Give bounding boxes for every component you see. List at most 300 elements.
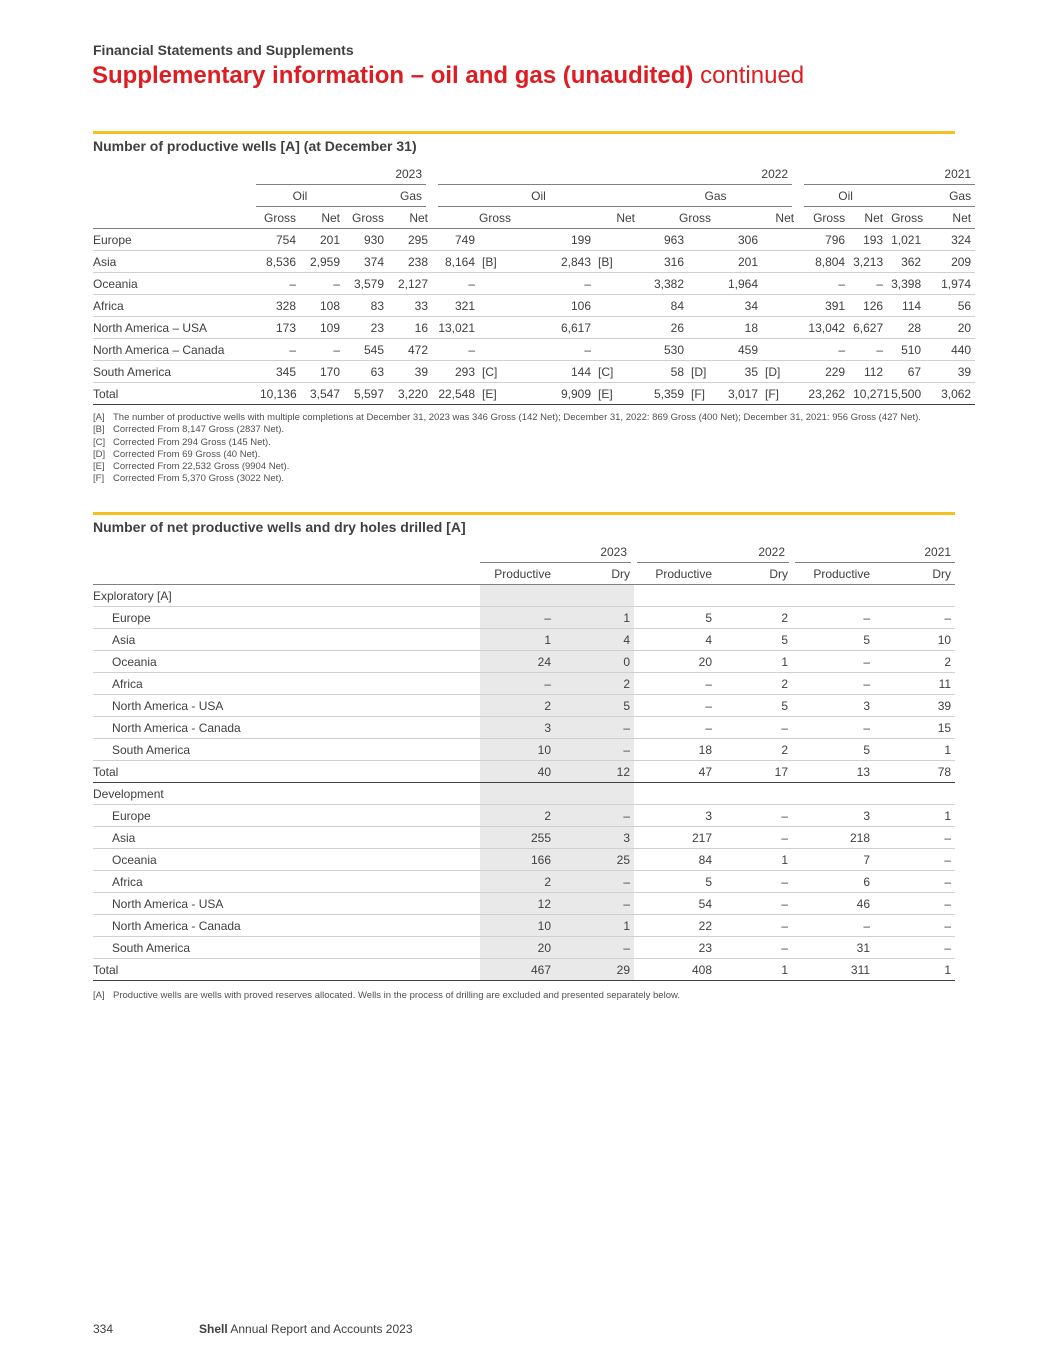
footnote-key: [D] (93, 448, 106, 460)
value-cell: – (432, 273, 479, 295)
row-label: North America – USA (93, 317, 256, 339)
value-cell: 31 (792, 937, 874, 959)
column-header: Net (515, 207, 639, 229)
footnote-ref: [C] (595, 361, 639, 383)
value-cell: 13,021 (432, 317, 479, 339)
row-label: North America - USA (93, 893, 480, 915)
value-cell: 229 (798, 361, 849, 383)
footnote-ref (688, 273, 715, 295)
value-cell: – (256, 273, 300, 295)
group-header: Oil (432, 185, 639, 207)
value-cell: 1 (874, 959, 955, 981)
value-cell: 1 (874, 739, 955, 761)
footnote-ref: [C] (479, 361, 515, 383)
value-cell: 2 (480, 695, 555, 717)
value-cell: 5,500 (887, 383, 925, 405)
value-cell: 209 (925, 251, 975, 273)
value-cell: 754 (256, 229, 300, 251)
value-cell: – (716, 915, 792, 937)
footnote-ref: [F] (762, 383, 798, 405)
group-header: Oil (256, 185, 344, 207)
value-cell: 530 (639, 339, 688, 361)
value-cell: 24 (480, 651, 555, 673)
footnote (93, 437, 933, 449)
value-cell: – (555, 893, 634, 915)
table-row (93, 673, 955, 695)
row-label: Oceania (93, 273, 256, 295)
page-footer (199, 1322, 413, 1336)
table-row (93, 273, 975, 295)
value-cell: 2,843 (515, 251, 595, 273)
value-cell: – (792, 651, 874, 673)
value-cell: 0 (555, 651, 634, 673)
value-cell: 109 (300, 317, 344, 339)
column-header: Net (388, 207, 432, 229)
row-label: Africa (93, 871, 480, 893)
row-label: Asia (93, 251, 256, 273)
value-cell: 362 (887, 251, 925, 273)
row-label: Total (93, 383, 256, 405)
footnote-text: Corrected From 5,370 Gross (3022 Net). (113, 473, 285, 485)
footnote-ref: [D] (688, 361, 715, 383)
table-row (93, 295, 975, 317)
table-total-row (93, 959, 955, 981)
value-cell: 5 (792, 739, 874, 761)
value-cell: – (716, 827, 792, 849)
dry-holes-table (93, 541, 955, 981)
value-cell: 201 (715, 251, 762, 273)
table1-rule (93, 131, 955, 134)
footnote-ref: [D] (762, 361, 798, 383)
value-cell: 374 (344, 251, 388, 273)
group-header: Gas (639, 185, 798, 207)
value-cell: 1 (716, 959, 792, 981)
footnote-ref (762, 295, 798, 317)
value-cell: 26 (639, 317, 688, 339)
value-cell: 5 (716, 695, 792, 717)
value-cell: 324 (925, 229, 975, 251)
column-header: Productive (792, 563, 874, 585)
value-cell: 316 (639, 251, 688, 273)
value-cell: – (555, 739, 634, 761)
value-cell: – (874, 827, 955, 849)
footnote (93, 461, 933, 473)
year-header: 2023 (256, 163, 432, 185)
value-cell: 1,964 (715, 273, 762, 295)
value-cell: 311 (792, 959, 874, 981)
value-cell: – (634, 717, 716, 739)
column-header: Net (925, 207, 975, 229)
column-header: Net (300, 207, 344, 229)
table-row (93, 317, 975, 339)
value-cell: – (480, 673, 555, 695)
value-cell: 3 (555, 827, 634, 849)
table2-col-row (93, 563, 955, 585)
value-cell: – (256, 339, 300, 361)
value-cell: – (792, 717, 874, 739)
page-title (92, 62, 804, 90)
value-cell: 408 (634, 959, 716, 981)
value-cell: 1,974 (925, 273, 975, 295)
table-row (93, 251, 975, 273)
value-cell: 15 (874, 717, 955, 739)
row-label: Total (93, 959, 480, 981)
row-label: South America (93, 361, 256, 383)
value-cell: 12 (555, 761, 634, 783)
value-cell: 1 (716, 651, 792, 673)
footnote-text: Corrected From 294 Gross (145 Net). (113, 436, 271, 448)
table-total-row (93, 383, 975, 405)
value-cell: 12 (480, 893, 555, 915)
column-header: Dry (874, 563, 955, 585)
blank-cell (93, 185, 256, 207)
footnote-ref: [E] (479, 383, 515, 405)
value-cell: 6,627 (849, 317, 887, 339)
group-header: Oil (798, 185, 887, 207)
blank-cell (792, 585, 874, 607)
table1-footnotes (93, 412, 933, 486)
value-cell: 11 (874, 673, 955, 695)
footnote-ref (762, 251, 798, 273)
value-cell: 3 (792, 695, 874, 717)
value-cell: 193 (849, 229, 887, 251)
value-cell: 4 (634, 629, 716, 651)
blank-cell (874, 585, 955, 607)
footnote-ref: [E] (595, 383, 639, 405)
section-label: Development (93, 783, 480, 805)
value-cell: 56 (925, 295, 975, 317)
value-cell: – (634, 695, 716, 717)
footnote-key: [F] (93, 473, 105, 485)
table-total-row (93, 761, 955, 783)
value-cell: – (874, 893, 955, 915)
value-cell: 3,382 (639, 273, 688, 295)
value-cell: 2 (716, 607, 792, 629)
column-header: Gross (798, 207, 849, 229)
value-cell: 39 (388, 361, 432, 383)
value-cell: – (300, 273, 344, 295)
footnote-ref (688, 229, 715, 251)
value-cell: 4 (555, 629, 634, 651)
value-cell: 2 (555, 673, 634, 695)
value-cell: 25 (555, 849, 634, 871)
value-cell: 217 (634, 827, 716, 849)
value-cell: 173 (256, 317, 300, 339)
value-cell: 5 (555, 695, 634, 717)
value-cell: – (798, 273, 849, 295)
value-cell: – (555, 717, 634, 739)
value-cell: 8,536 (256, 251, 300, 273)
footer-brand: Shell (199, 1322, 228, 1336)
value-cell: – (716, 871, 792, 893)
page-title-main: Supplementary information – oil and gas (unaudited) (92, 62, 694, 89)
value-cell: 6,617 (515, 317, 595, 339)
value-cell: 238 (388, 251, 432, 273)
group-header: Gas (887, 185, 975, 207)
value-cell: 106 (515, 295, 595, 317)
column-header: Net (715, 207, 798, 229)
footnote-ref (762, 273, 798, 295)
value-cell: 29 (555, 959, 634, 981)
value-cell: 5,359 (639, 383, 688, 405)
table-row (93, 629, 955, 651)
footnote-ref (688, 339, 715, 361)
value-cell: – (716, 805, 792, 827)
value-cell: 8,164 (432, 251, 479, 273)
value-cell: 34 (715, 295, 762, 317)
value-cell: 3 (634, 805, 716, 827)
blank-cell (716, 585, 792, 607)
footnote-ref (595, 273, 639, 295)
value-cell: – (792, 915, 874, 937)
table2-footnotes (93, 990, 933, 1002)
value-cell: – (792, 607, 874, 629)
column-header: Gross (344, 207, 388, 229)
year-header: 2021 (792, 541, 955, 563)
value-cell: 2 (480, 871, 555, 893)
value-cell: 33 (388, 295, 432, 317)
footnote-ref (595, 229, 639, 251)
table1-year-row (93, 163, 975, 185)
table-row (93, 361, 975, 383)
value-cell: 58 (639, 361, 688, 383)
value-cell: – (555, 937, 634, 959)
value-cell: 510 (887, 339, 925, 361)
row-label: Africa (93, 295, 256, 317)
footnote-text: The number of productive wells with multiple completions at December 31, 2023 was 346 Gross (142 Net); December 31, 2022: 869 Gross (400 Net); December 31, 2021: 956 Gross (427 Net). (113, 412, 921, 423)
value-cell: 3,398 (887, 273, 925, 295)
value-cell: 46 (792, 893, 874, 915)
value-cell: 17 (716, 761, 792, 783)
blank-cell (480, 783, 555, 805)
blank-cell (93, 541, 480, 563)
table-row (93, 739, 955, 761)
value-cell: 63 (344, 361, 388, 383)
footnote-ref (688, 251, 715, 273)
value-cell: 18 (715, 317, 762, 339)
value-cell: 84 (634, 849, 716, 871)
value-cell: 930 (344, 229, 388, 251)
value-cell: 23 (344, 317, 388, 339)
blank-cell (93, 207, 256, 229)
value-cell: – (300, 339, 344, 361)
value-cell: 144 (515, 361, 595, 383)
page-title-continued: continued (700, 62, 805, 89)
value-cell: 5 (634, 871, 716, 893)
table-row (93, 849, 955, 871)
footnote-ref (762, 229, 798, 251)
value-cell: – (716, 717, 792, 739)
footnote (93, 473, 933, 485)
value-cell: 10 (480, 739, 555, 761)
column-header: Gross (432, 207, 515, 229)
value-cell: 201 (300, 229, 344, 251)
value-cell: 114 (887, 295, 925, 317)
section-label: Exploratory [A] (93, 585, 480, 607)
value-cell: 5 (792, 629, 874, 651)
row-label: North America – Canada (93, 339, 256, 361)
value-cell: 3,579 (344, 273, 388, 295)
value-cell: 28 (887, 317, 925, 339)
value-cell: 293 (432, 361, 479, 383)
table-row (93, 717, 955, 739)
value-cell: 20 (480, 937, 555, 959)
table-section-row (93, 783, 955, 805)
value-cell: 83 (344, 295, 388, 317)
value-cell: 47 (634, 761, 716, 783)
value-cell: 10,136 (256, 383, 300, 405)
table-row (93, 915, 955, 937)
value-cell: 321 (432, 295, 479, 317)
value-cell: 255 (480, 827, 555, 849)
column-header: Productive (634, 563, 716, 585)
value-cell: – (874, 871, 955, 893)
value-cell: – (716, 937, 792, 959)
value-cell: 40 (480, 761, 555, 783)
value-cell: 328 (256, 295, 300, 317)
value-cell: 6 (792, 871, 874, 893)
year-header: 2021 (798, 163, 975, 185)
page-number: 334 (93, 1322, 114, 1336)
column-header: Dry (716, 563, 792, 585)
blank-cell (792, 783, 874, 805)
footnote-text: Corrected From 8,147 Gross (2837 Net). (113, 424, 285, 436)
value-cell: 9,909 (515, 383, 595, 405)
table-row (93, 695, 955, 717)
footnote-ref (479, 295, 515, 317)
table2-rule (93, 512, 955, 515)
value-cell: 391 (798, 295, 849, 317)
table-section-row (93, 585, 955, 607)
value-cell: – (874, 849, 955, 871)
footnote-text: Productive wells are wells with proved reserves allocated. Wells in the process of drilling are excluded and presented separately below. (113, 990, 680, 1001)
value-cell: 8,804 (798, 251, 849, 273)
blank-cell (555, 585, 634, 607)
value-cell: – (555, 805, 634, 827)
footnote-ref (479, 229, 515, 251)
row-label: Oceania (93, 651, 480, 673)
row-label: South America (93, 937, 480, 959)
value-cell: 39 (925, 361, 975, 383)
value-cell: – (515, 339, 595, 361)
value-cell: 3,017 (715, 383, 762, 405)
row-label: Europe (93, 805, 480, 827)
blank-cell (634, 585, 716, 607)
table-row (93, 937, 955, 959)
value-cell: – (555, 871, 634, 893)
value-cell: 472 (388, 339, 432, 361)
table1-group-row (93, 185, 975, 207)
footnote-ref (595, 317, 639, 339)
value-cell: – (634, 673, 716, 695)
value-cell: 2 (480, 805, 555, 827)
footnote-ref (762, 317, 798, 339)
row-label: Asia (93, 827, 480, 849)
year-header: 2022 (432, 163, 798, 185)
value-cell: – (874, 937, 955, 959)
value-cell: 295 (388, 229, 432, 251)
table-row (93, 229, 975, 251)
value-cell: – (798, 339, 849, 361)
value-cell: 22 (634, 915, 716, 937)
value-cell: 20 (925, 317, 975, 339)
value-cell: – (792, 673, 874, 695)
value-cell: – (874, 915, 955, 937)
value-cell: 306 (715, 229, 762, 251)
value-cell: 16 (388, 317, 432, 339)
value-cell: 218 (792, 827, 874, 849)
value-cell: 963 (639, 229, 688, 251)
footnote-ref (762, 339, 798, 361)
value-cell: – (515, 273, 595, 295)
value-cell: – (716, 893, 792, 915)
blank-cell (716, 783, 792, 805)
table-row (93, 893, 955, 915)
value-cell: 459 (715, 339, 762, 361)
value-cell: 3 (792, 805, 874, 827)
value-cell: 1 (555, 915, 634, 937)
value-cell: 749 (432, 229, 479, 251)
year-header: 2022 (634, 541, 792, 563)
value-cell: 3,547 (300, 383, 344, 405)
table1-col-row (93, 207, 975, 229)
footnote-ref (479, 273, 515, 295)
footnote-key: [A] (93, 990, 105, 1001)
table1-title: Number of productive wells [A] (at December 31) (93, 138, 417, 154)
footnote-ref (688, 295, 715, 317)
row-label: Africa (93, 673, 480, 695)
footnote-ref: [B] (479, 251, 515, 273)
value-cell: 3,062 (925, 383, 975, 405)
value-cell: 23,262 (798, 383, 849, 405)
value-cell: 1 (555, 607, 634, 629)
row-label: Oceania (93, 849, 480, 871)
footnote (93, 424, 933, 436)
value-cell: 467 (480, 959, 555, 981)
value-cell: 126 (849, 295, 887, 317)
table2-title: Number of net productive wells and dry holes drilled [A] (93, 519, 466, 535)
value-cell: 22,548 (432, 383, 479, 405)
row-label: South America (93, 739, 480, 761)
blank-cell (93, 563, 480, 585)
value-cell: 84 (639, 295, 688, 317)
footnote-ref (479, 339, 515, 361)
value-cell: 199 (515, 229, 595, 251)
table2-year-row (93, 541, 955, 563)
value-cell: 7 (792, 849, 874, 871)
year-header: 2023 (480, 541, 634, 563)
value-cell: 39 (874, 695, 955, 717)
value-cell: 67 (887, 361, 925, 383)
value-cell: 10,271 (849, 383, 887, 405)
value-cell: 796 (798, 229, 849, 251)
value-cell: 2 (716, 673, 792, 695)
footnote-ref (479, 317, 515, 339)
table-row (93, 607, 955, 629)
footnote-ref: [F] (688, 383, 715, 405)
value-cell: 5 (634, 607, 716, 629)
footnote-key: [C] (93, 436, 106, 448)
table-row (93, 651, 955, 673)
value-cell: 112 (849, 361, 887, 383)
row-label: Asia (93, 629, 480, 651)
value-cell: 5 (716, 629, 792, 651)
row-label: North America - Canada (93, 717, 480, 739)
column-header: Productive (480, 563, 555, 585)
footnote-ref (688, 317, 715, 339)
value-cell: 13,042 (798, 317, 849, 339)
value-cell: 440 (925, 339, 975, 361)
